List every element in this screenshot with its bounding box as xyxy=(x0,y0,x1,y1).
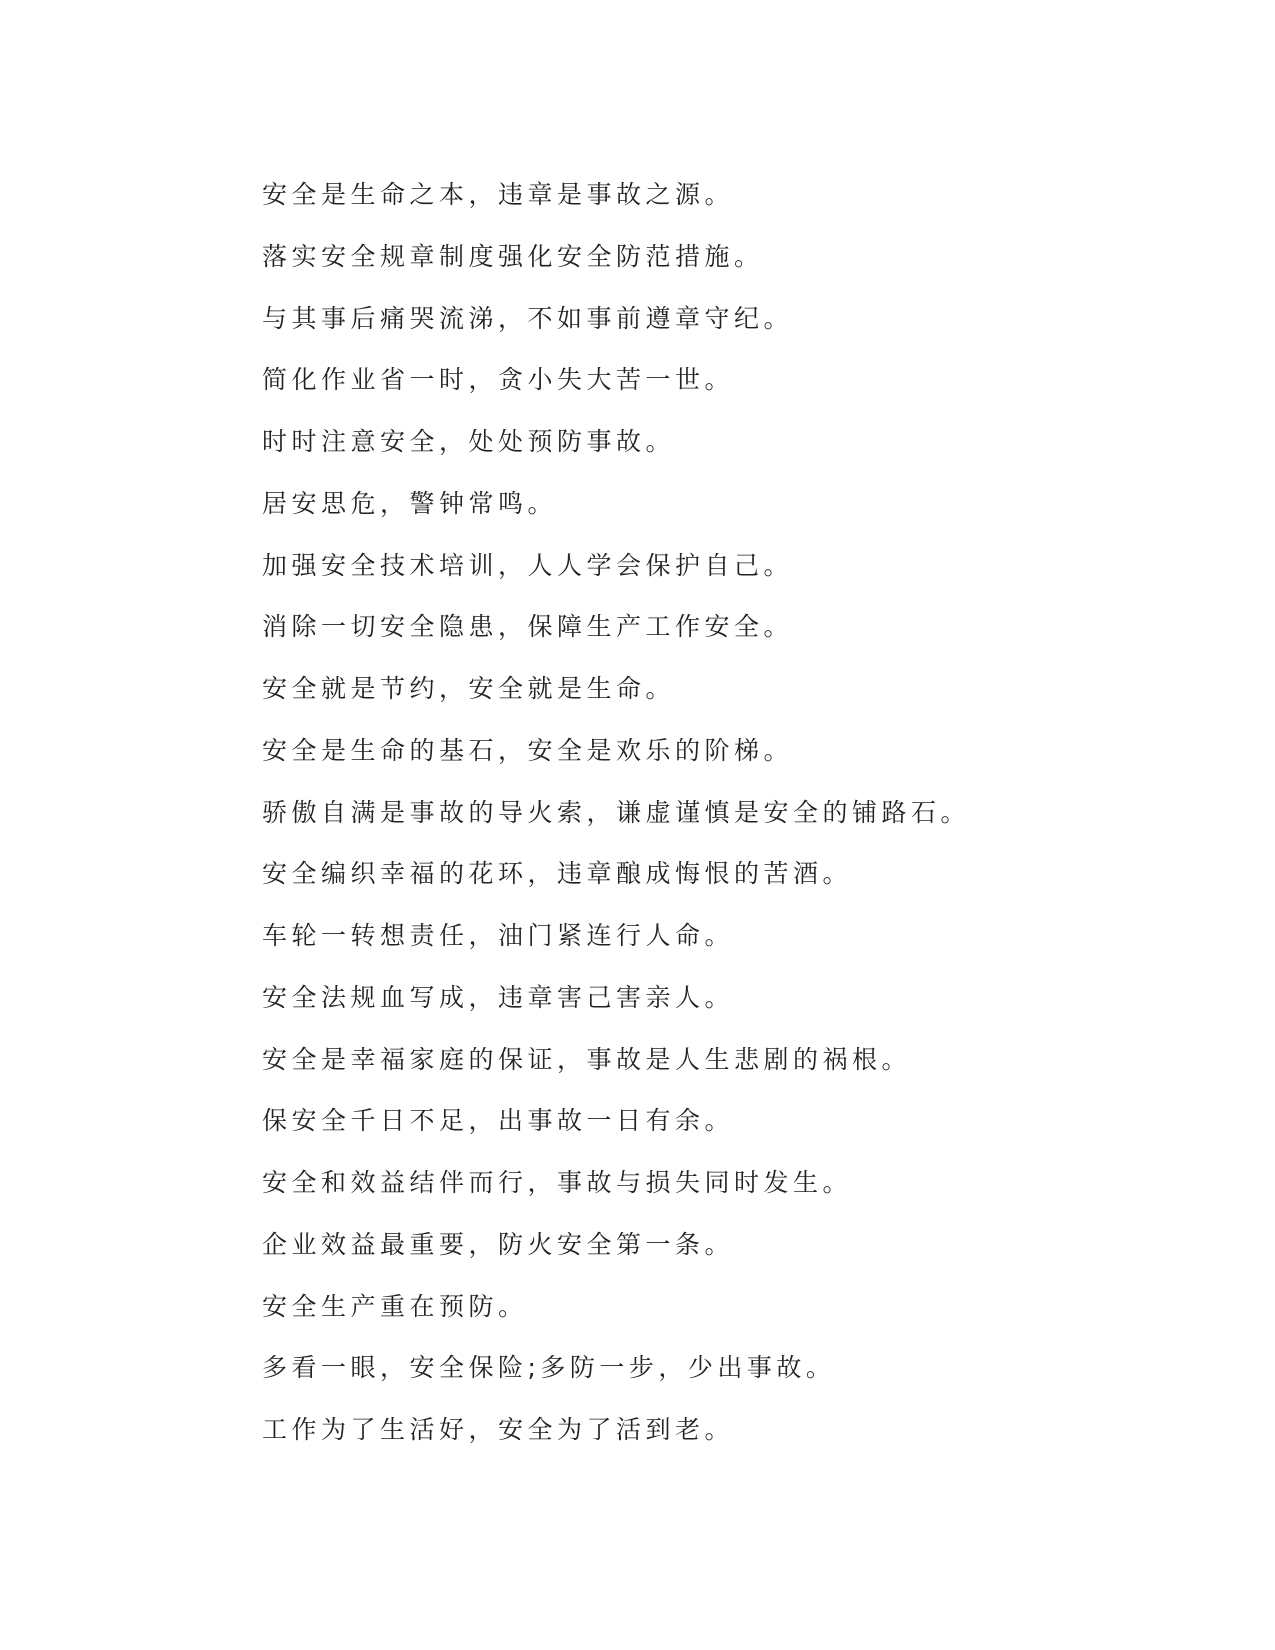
slogan-line: 安全生产重在预防。 xyxy=(262,1291,528,1321)
slogan-line: 安全法规血写成，违章害己害亲人。 xyxy=(262,982,735,1012)
slogan-line: 企业效益最重要，防火安全第一条。 xyxy=(262,1229,735,1259)
slogan-line: 与其事后痛哭流涕，不如事前遵章守纪。 xyxy=(262,303,794,333)
slogan-list xyxy=(262,164,1222,1461)
slogan-line: 保安全千日不足，出事故一日有余。 xyxy=(262,1106,735,1136)
slogan-line: 消除一切安全隐患，保障生产工作安全。 xyxy=(262,612,794,642)
slogan-line: 工作为了生活好，安全为了活到老。 xyxy=(262,1415,735,1444)
slogan-line: 多看一眼，安全保险;多防一步，少出事故。 xyxy=(262,1353,836,1383)
slogan-line: 安全就是节约，安全就是生命。 xyxy=(262,674,676,703)
slogan-line: 骄傲自满是事故的导火索，谦虚谨慎是安全的铺路石。 xyxy=(262,797,971,827)
slogan-line: 简化作业省一时，贪小失大苦一世。 xyxy=(262,365,735,395)
slogan-line: 安全是幸福家庭的保证，事故是人生悲剧的祸根。 xyxy=(262,1044,912,1074)
slogan-line: 车轮一转想责任，油门紧连行人命。 xyxy=(262,921,735,950)
slogan-line: 居安思危，警钟常鸣。 xyxy=(262,488,558,518)
slogan-line: 安全编织幸福的花环，违章酿成悔恨的苦酒。 xyxy=(262,859,853,889)
slogan-line: 加强安全技术培训，人人学会保护自己。 xyxy=(262,550,794,580)
slogan-line: 时时注意安全，处处预防事故。 xyxy=(262,427,676,456)
slogan-line: 安全和效益结伴而行，事故与损失同时发生。 xyxy=(262,1168,853,1197)
slogan-line: 安全是生命之本，违章是事故之源。 xyxy=(262,180,735,209)
slogan-line: 安全是生命的基石，安全是欢乐的阶梯。 xyxy=(262,735,794,765)
slogan-line: 落实安全规章制度强化安全防范措施。 xyxy=(262,241,764,271)
